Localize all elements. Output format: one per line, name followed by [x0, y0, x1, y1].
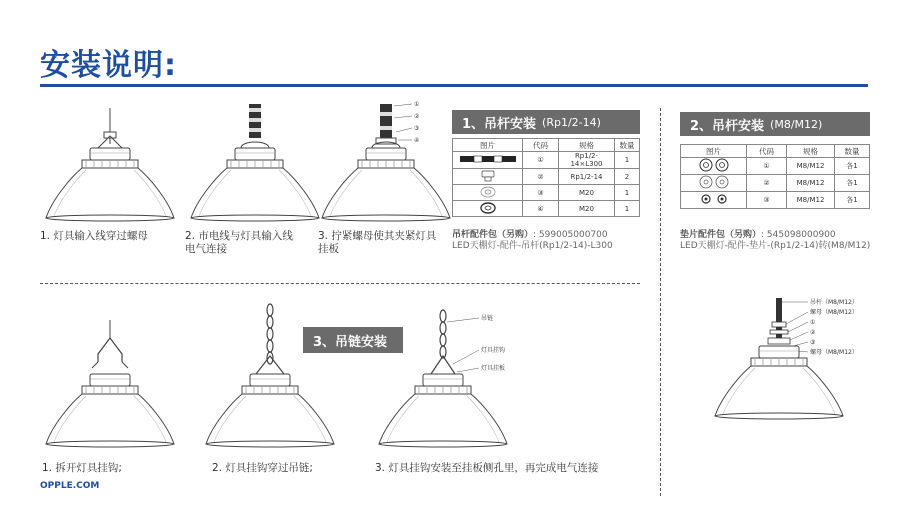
package2-code: : 545098000900 — [761, 230, 836, 240]
table-row — [453, 169, 640, 185]
package1-desc: LED天棚灯-配件-吊杆(Rp1/2-14)-L300 — [452, 241, 613, 251]
page-title: 安装说明: — [40, 48, 177, 83]
rod-step2-caption: 2. 市电线与灯具输入线电气连接 — [185, 230, 293, 255]
package1-code: : 599005000700 — [533, 230, 608, 240]
m8-label-rod: 吊杆（M8/M12） — [810, 299, 858, 306]
table1-qty: 1 — [615, 185, 640, 201]
nut-part-image — [453, 169, 523, 185]
rod-install-banner-1-sub: (Rp1/2-14) — [542, 115, 601, 129]
package1-label: 吊杆配件包（另购） — [452, 230, 534, 240]
table2-qty: 各1 — [835, 175, 870, 192]
table1-header-qty: 数量 — [615, 139, 640, 152]
footer-brand[interactable]: OPPLE.COM — [40, 481, 100, 491]
rod-step3-caption: 3. 拧紧螺母使其夹紧灯具挂板 — [318, 230, 437, 255]
table2-code: ③ — [747, 192, 787, 209]
hook-label: 灯具挂钩 — [481, 347, 506, 354]
ring-part-image — [453, 201, 523, 217]
rod-install-banner-2 — [680, 112, 870, 136]
table1-header-code: 代码 — [523, 139, 559, 152]
chain-step1-diagram — [42, 318, 182, 450]
nut-pair-image — [681, 192, 747, 209]
m8-label-nut-2: 螺母（M8/M12） — [810, 349, 858, 356]
m8-label-2: ② — [810, 329, 816, 336]
table1-qty: 1 — [615, 152, 640, 169]
table2-spec: M8/M12 — [787, 158, 835, 175]
table2-spec: M8/M12 — [787, 175, 835, 192]
rod-parts-table-2 — [680, 144, 870, 209]
rod-package-info-1 — [452, 230, 652, 252]
horizontal-divider — [40, 283, 640, 284]
chain-step3-diagram — [375, 306, 555, 450]
plate-label: 灯具挂板 — [481, 365, 506, 372]
table2-code: ② — [747, 175, 787, 192]
washer-pair-image — [681, 158, 747, 175]
table1-code: ④ — [523, 201, 559, 217]
rod-part-image — [453, 152, 523, 169]
table2-qty: 各1 — [835, 158, 870, 175]
table-row — [681, 175, 870, 192]
table1-header-spec: 规格 — [559, 139, 615, 152]
rod-install-banner-1-title: 1、吊杆安装 — [462, 116, 537, 132]
rod-install-banner-2-title: 2、吊杆安装 — [690, 118, 765, 134]
table1-code: ② — [523, 169, 559, 185]
rod-step3-diagram — [318, 100, 458, 228]
table1-qty: 1 — [615, 201, 640, 217]
table1-spec: M20 — [559, 201, 615, 217]
rod-step1-caption: 1. 灯具输入线穿过螺母 — [40, 230, 148, 242]
table2-header-qty: 数量 — [835, 145, 870, 158]
package2-desc: LED天棚灯-配件-垫片-(Rp1/2-14)转(M8/M12) — [680, 241, 871, 251]
step3-callout-3: ③ — [414, 125, 420, 132]
table1-spec: Rp1/2-14×L300 — [559, 152, 615, 169]
table2-header-code: 代码 — [747, 145, 787, 158]
table1-spec: M20 — [559, 185, 615, 201]
rod-install-banner-1 — [452, 110, 640, 134]
table2-header-image: 图片 — [681, 145, 747, 158]
m8-label-3: ③ — [810, 339, 816, 346]
table2-header-spec: 规格 — [787, 145, 835, 158]
chain-label: 吊链 — [481, 315, 494, 322]
title-underline — [40, 84, 868, 87]
table2-spec: M8/M12 — [787, 192, 835, 209]
table-row — [453, 152, 640, 169]
chain-step2-diagram — [202, 300, 342, 450]
rod-step2-diagram — [185, 100, 325, 228]
step3-callout-2: ② — [414, 113, 420, 120]
table1-code: ③ — [523, 185, 559, 201]
vertical-divider — [660, 108, 661, 496]
m8-label-1: ① — [810, 319, 816, 326]
washer-part-image — [453, 185, 523, 201]
rod-package-info-2 — [680, 230, 900, 252]
table1-header-image: 图片 — [453, 139, 523, 152]
washer-pair-image-2 — [681, 175, 747, 192]
table1-qty: 2 — [615, 169, 640, 185]
table-row — [453, 201, 640, 217]
chain-step2-caption: 2. 灯具挂钩穿过吊链; — [212, 462, 313, 474]
rod-install-banner-2-sub: (M8/M12) — [770, 117, 823, 131]
chain-step3-caption: 3. 灯具挂钩安装至挂板侧孔里，再完成电气连接 — [375, 462, 599, 474]
step3-callout-4: ④ — [414, 137, 420, 144]
package2-label: 垫片配件包（另购） — [680, 230, 762, 240]
table1-spec: Rp1/2-14 — [559, 169, 615, 185]
chain-install-banner-title: 3、吊链安装 — [313, 334, 388, 350]
table-row — [681, 158, 870, 175]
table1-code: ① — [523, 152, 559, 169]
table2-code: ① — [747, 158, 787, 175]
m8-rod-diagram — [700, 292, 880, 422]
m8-label-nut: 螺母（M8/M12） — [810, 309, 858, 316]
chain-step1-caption: 1. 拆开灯具挂钩; — [42, 462, 122, 474]
table2-qty: 各1 — [835, 192, 870, 209]
rod-step1-diagram — [40, 108, 180, 228]
table-row — [681, 192, 870, 209]
table-row — [453, 185, 640, 201]
step3-callout-1: ① — [414, 101, 420, 108]
rod-parts-table-1 — [452, 138, 640, 217]
